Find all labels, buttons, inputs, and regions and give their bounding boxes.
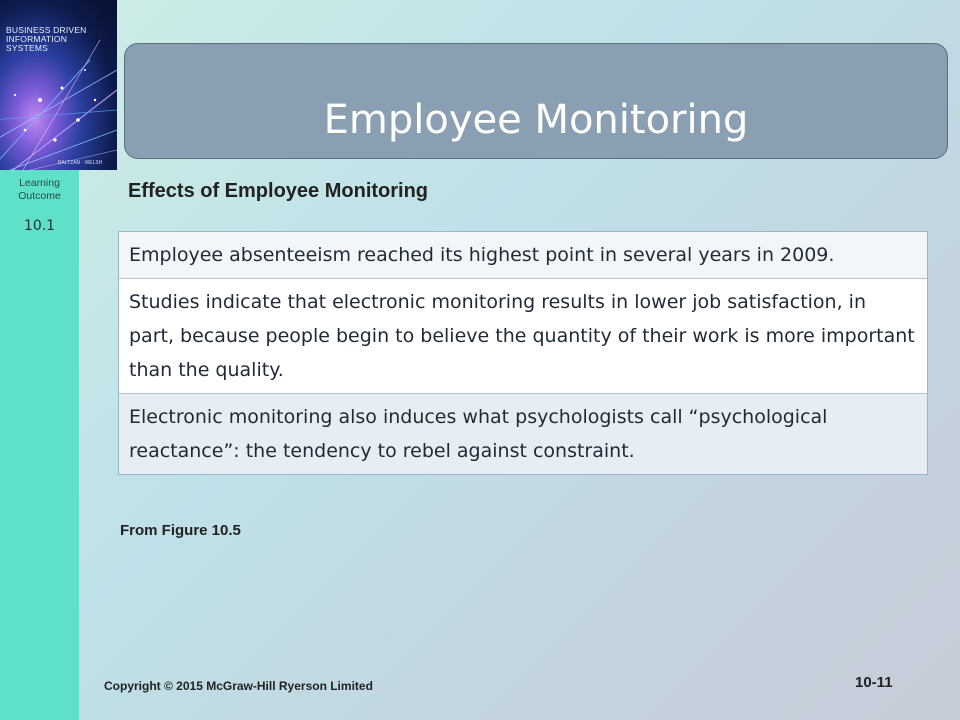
figure-reference: From Figure 10.5 <box>120 522 241 539</box>
cover-title: BUSINESS DRIVEN INFORMATION SYSTEMS <box>6 25 87 53</box>
effects-table <box>118 231 928 475</box>
copyright-notice: Copyright © 2015 McGraw-Hill Ryerson Limited <box>104 679 373 693</box>
title-banner <box>124 43 948 159</box>
learning-outcome-number: 10.1 <box>23 218 56 234</box>
slide-title: Employee Monitoring <box>323 97 749 143</box>
slide-subtitle: Effects of Employee Monitoring <box>128 180 429 202</box>
page-number: 10-11 <box>855 674 893 691</box>
learning-outcome-label: Learning Outcome <box>18 177 61 202</box>
book-cover-image <box>0 0 117 170</box>
table-row: Employee absenteeism reached its highest point in several years in 2009. <box>119 232 927 278</box>
cover-authors: BALTZAN · WELSH <box>58 160 103 166</box>
table-row: Electronic monitoring also induces what psychologists call “psychological reactance”: the tendency to rebel against constraint. <box>119 393 927 474</box>
table-row: Studies indicate that electronic monitoring results in lower job satisfaction, in part, because people begin to believe the quantity of their work is more important than the quality. <box>119 278 927 393</box>
